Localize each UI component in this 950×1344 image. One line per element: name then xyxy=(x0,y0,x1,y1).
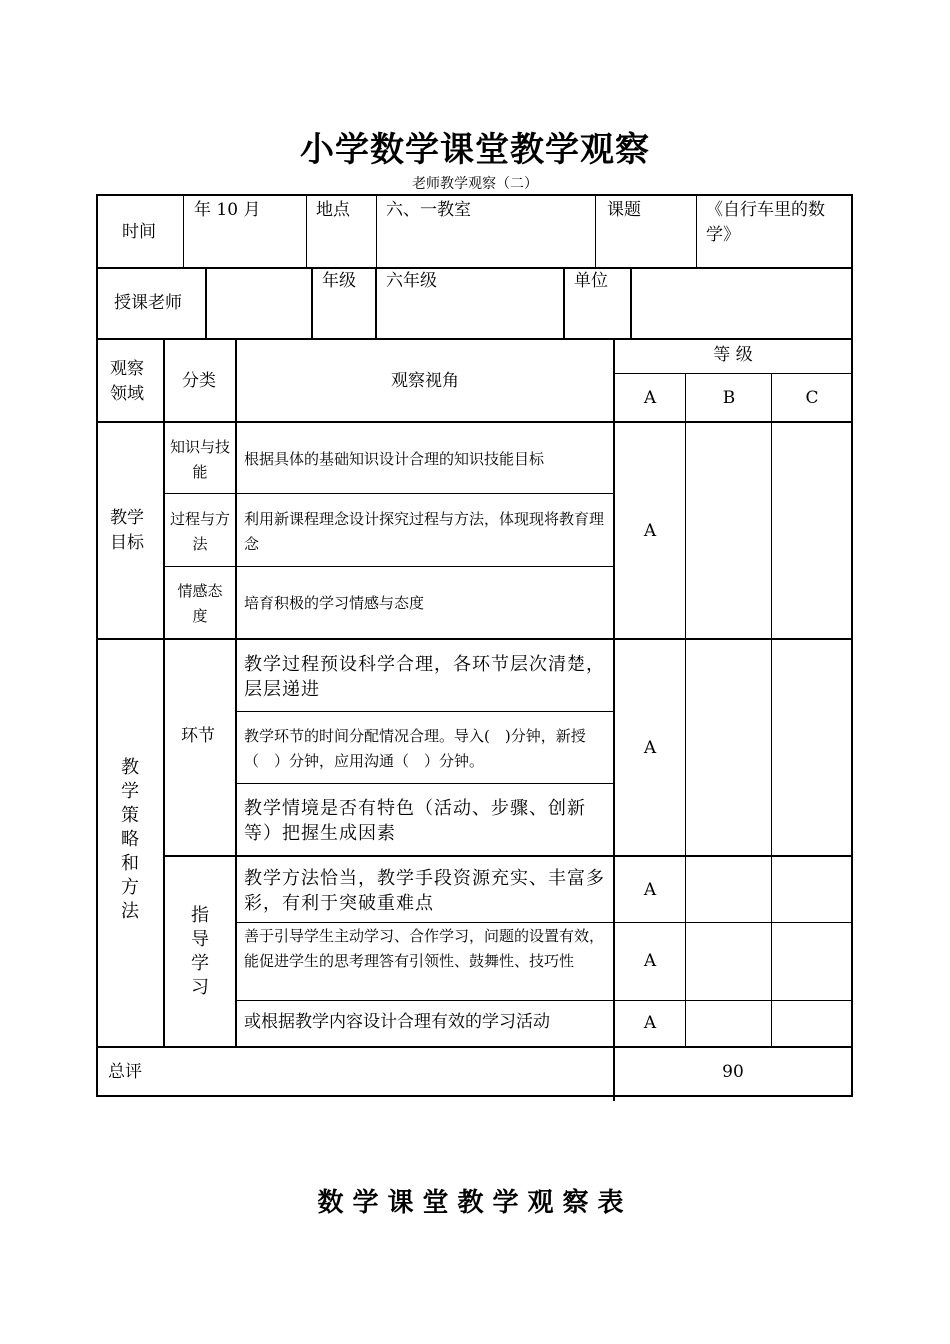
section1-grade: A xyxy=(643,521,657,541)
observation-table xyxy=(96,194,853,1097)
second-page-title: 数学课堂教学观察表 xyxy=(317,1188,633,1218)
topic-value: 《自行车里的数学》 xyxy=(706,200,825,245)
section2-item-a1: 教学过程预设科学合理，各环节层次清楚，层层递进 xyxy=(244,654,605,700)
header-domain: 观察领域 xyxy=(110,359,144,404)
section2-grade-a: A xyxy=(643,738,657,758)
header-grade-c: C xyxy=(805,388,819,408)
section1-category-3: 情感态度 xyxy=(177,582,223,625)
header-grade-a: A xyxy=(643,388,657,408)
section1-item-2: 利用新课程理念设计探究过程与方法，体现现将教育理念 xyxy=(244,510,605,553)
header-perspective: 观察视角 xyxy=(391,371,459,391)
grade-value: 六年级 xyxy=(386,271,437,291)
section1-category-2: 过程与方法 xyxy=(170,510,231,553)
summary-label: 总评 xyxy=(108,1062,142,1082)
section2-grade-b2: A xyxy=(643,951,657,971)
section2-grade-b3: A xyxy=(643,1013,657,1033)
section1-domain: 教学目标 xyxy=(110,508,144,553)
header-grade-level: 等 级 xyxy=(713,345,753,365)
place-value: 六、一教室 xyxy=(386,200,471,220)
topic-label: 课题 xyxy=(607,200,641,220)
summary-score: 90 xyxy=(722,1062,744,1082)
section2-item-a2: 教学环节的时间分配情况合理。导入( )分钟，新授（ ）分钟，应用沟通（ ）分钟。 xyxy=(244,727,586,770)
section1-category-1: 知识与技能 xyxy=(170,438,231,481)
section2-domain: 教学策略和方法 xyxy=(121,757,139,922)
section2-item-b1: 教学方法恰当，教学手段资源充实、丰富多彩，有利于突破重难点 xyxy=(244,868,605,914)
page-subtitle: 老师教学观察（二） xyxy=(412,176,538,192)
section2-category-b: 指导学习 xyxy=(191,905,209,998)
header-category: 分类 xyxy=(182,371,216,391)
page-title: 小学数学课堂教学观察 xyxy=(300,130,650,170)
section2-grade-b1: A xyxy=(643,880,657,900)
place-label: 地点 xyxy=(316,200,350,220)
time-label: 时间 xyxy=(122,222,156,242)
teacher-label: 授课老师 xyxy=(114,293,182,313)
section2-item-b3: 或根据教学内容设计合理有效的学习活动 xyxy=(244,1012,550,1032)
section2-item-a3: 教学情境是否有特色（活动、步骤、创新等）把握生成因素 xyxy=(244,798,586,844)
section1-item-3: 培育积极的学习情感与态度 xyxy=(244,594,425,612)
section1-item-1: 根据具体的基础知识设计合理的知识技能目标 xyxy=(244,450,545,468)
time-value: 年 10 月 xyxy=(194,200,261,220)
grade-label: 年级 xyxy=(322,271,356,291)
unit-label: 单位 xyxy=(574,271,608,291)
section2-item-b2: 善于引导学生主动学习、合作学习，问题的设置有效，能促进学生的思考理答有引领性、鼓舞性、技巧性 xyxy=(244,927,605,970)
section2-category-a: 环节 xyxy=(181,726,215,746)
header-grade-b: B xyxy=(722,388,736,408)
